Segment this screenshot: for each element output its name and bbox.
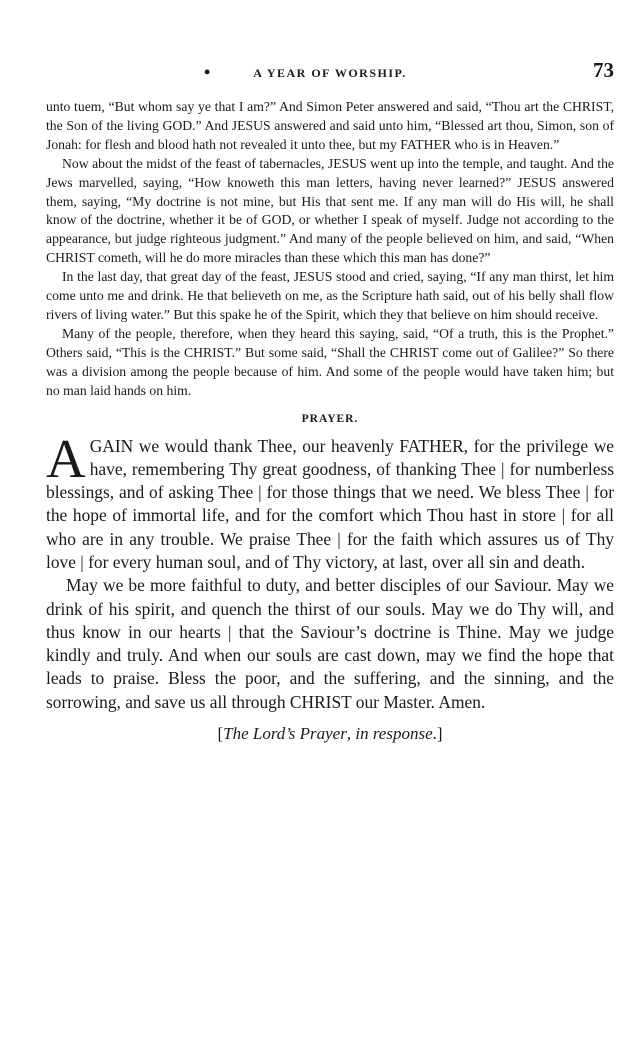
page-header (46, 58, 614, 98)
reading-paragraph-3: In the last day, that great day of the feast, JESUS stood and cried, saying, “If any man thirst, let him come unto me and drink. He that believeth on me, as the Scripture hath said, out of his belly shall flow rivers of living water.” But this spake he of the Spirit, which they that believe on him should receive. (46, 269, 614, 322)
reading-paragraph-4: Many of the people, therefore, when they heard this saying, said, “Of a truth, this is the Prophet.” Others said, “This is the CHRIST.” But some said, “Shall the CHRIST come out of Galilee?” So there was a division among the people because of him. And some of the people would have taken him; but no man laid hands on him. (46, 325, 614, 398)
reading-paragraph-2: Now about the midst of the feast of tabernacles, JESUS went up into the temple, and taught. And the Jews marvelled, saying, “How knoweth this man letters, having never learned?” JESUS answered them, saying, “My doctrine is not mine, but His that sent me. If any man will do His will, he shall know of the doctrine, whether it be of GOD, or whether I speak of myself. Judge not according to the appearance, but judge righteous judgment.” And many of the people believed on him, and said, “When CHRIST cometh, will he do more miracles than these which this man has done?” (46, 155, 614, 266)
drop-cap: A (46, 427, 86, 489)
book-page (46, 0, 614, 744)
response-comma: , (346, 724, 352, 744)
page-number: 73 (593, 58, 614, 82)
response-period: . (432, 724, 437, 744)
prayer-paragraph-1-text: GAIN we would thank Thee, our heavenly FATHER, for the privilege we have, remembering Thy great goodness, of thanking Thee | for numberless blessings, and of asking Thee | for those things that we need. We bless Thee | for the hope of immortal life, and for the comfort which Thou hast in store | for all who are in any trouble. We praise Thee | for the faith which assures us of Thy love | for every human soul, and of Thy victory, at last, over all sin and death. (46, 435, 614, 572)
scripture-reading (46, 98, 614, 401)
prayer-paragraph-2: May we be more faithful to duty, and better disciples of our Saviour. May we drink of his spirit, and quench the thirst of our souls. May we do Thy will, and thus know in our hearts | that the Saviour’s doctrine is Thine. May we judge kindly and truly. And when our souls are cast down, may we find the hope that leads to praise. Bless the poor, and the suffering, and the sinning, and the sorrowing, and save us all through CHRIST our Master. Amen. (46, 575, 614, 712)
close-bracket: ] (436, 724, 443, 744)
prayer-heading: PRAYER. (301, 412, 359, 425)
response-title: The Lord’s Prayer (223, 724, 347, 744)
running-title: A YEAR OF WORSHIP. (253, 66, 407, 80)
printer-mark: • (204, 62, 211, 82)
prayer-paragraph-1 (46, 427, 614, 575)
reading-paragraph-1: unto tuem, “But whom say ye that I am?” And Simon Peter answered and said, “Thou art the CHRIST, the Son of the living GOD.” And JESUS answered and said unto him, “Blessed art thou, Simon, son of Jonah: for flesh and blood hath not revealed it unto thee, but my FATHER who is in Heaven.” (46, 99, 614, 152)
response-instruction: in response (355, 724, 433, 744)
open-bracket: [ (217, 724, 224, 744)
prayer-text (46, 427, 614, 715)
response-note (46, 724, 614, 744)
